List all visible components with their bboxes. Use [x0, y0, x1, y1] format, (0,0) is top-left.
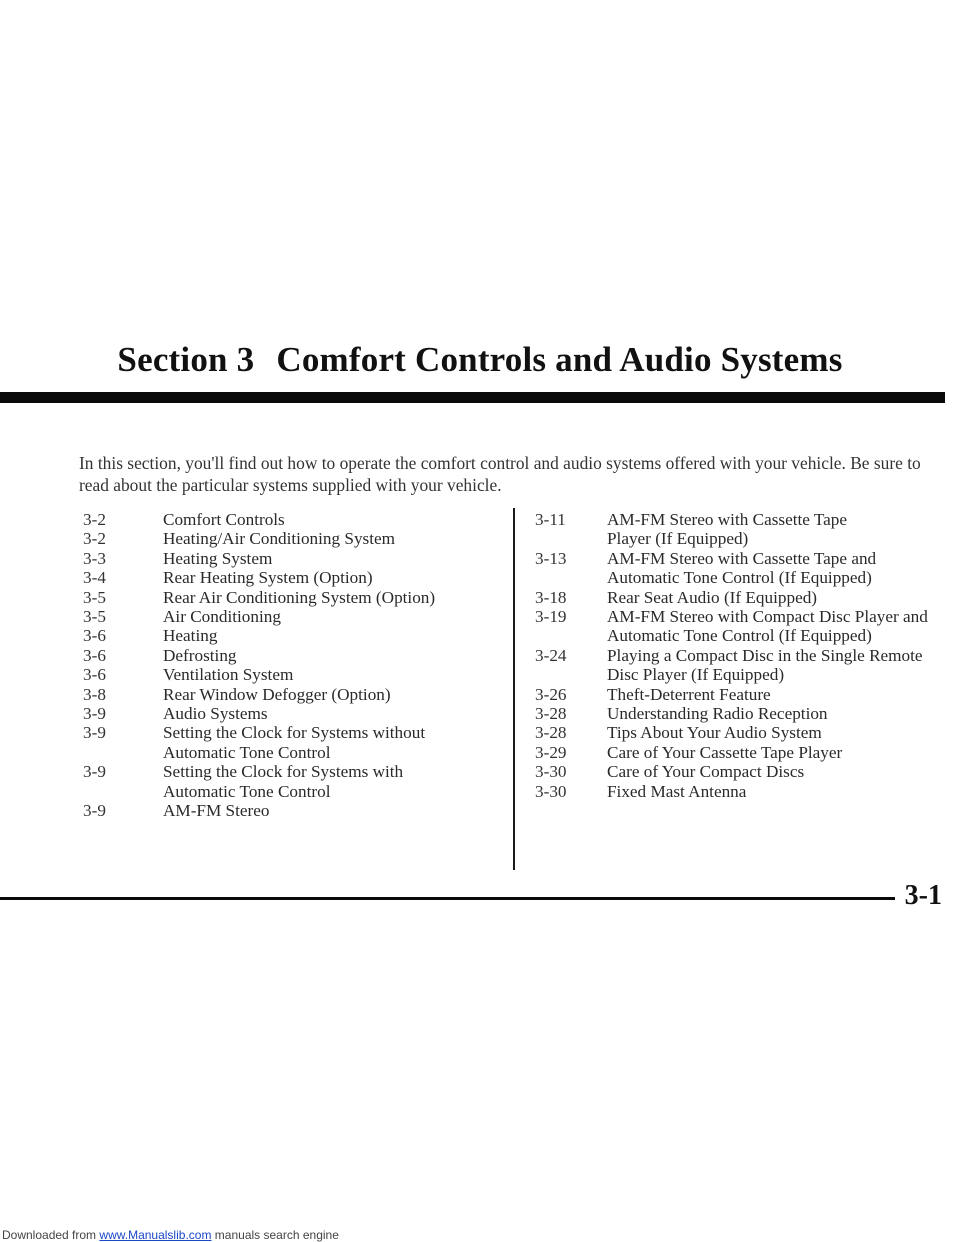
toc-entry-line: Tips About Your Audio System — [607, 723, 822, 743]
toc-page-number: 3-6 — [83, 645, 106, 665]
toc-entry-line: Automatic Tone Control (If Equipped) — [607, 568, 872, 588]
toc-entry-title — [163, 549, 483, 568]
toc-entry-line: Heating/Air Conditioning System — [163, 529, 396, 549]
toc-page-number: 3-4 — [83, 568, 106, 588]
toc-entry-line: AM-FM Stereo with Cassette Tape — [607, 510, 848, 529]
toc-entry-title — [163, 762, 483, 801]
toc-entry — [83, 626, 483, 645]
toc-page-number: 3-26 — [535, 684, 567, 704]
toc-page-number: 3-29 — [535, 742, 567, 762]
toc-entry-title — [163, 607, 483, 626]
toc-entry-line: Fixed Mast Antenna — [607, 781, 747, 801]
toc-entry — [83, 646, 483, 665]
toc-entry-title — [607, 549, 955, 588]
section-heading — [0, 340, 960, 380]
toc-entry-line: Theft-Deterrent Feature — [607, 684, 771, 704]
toc-entry-title — [163, 510, 483, 529]
toc-entry-line: Heating — [163, 626, 218, 646]
toc-entry-line: Rear Window Defogger (Option) — [163, 684, 391, 704]
toc-page-number: 3-8 — [83, 684, 106, 704]
toc-entry-line: Player (If Equipped) — [607, 529, 749, 549]
toc-entry-line: Ventilation System — [163, 665, 294, 685]
toc-page-number: 3-30 — [535, 781, 567, 801]
toc-entry — [83, 801, 483, 820]
toc-entry-line: Air Conditioning — [163, 607, 281, 627]
toc-entry-title — [163, 646, 483, 665]
toc-entry-title — [607, 723, 955, 742]
toc-entry-title — [607, 588, 955, 607]
toc-entry — [83, 529, 483, 548]
toc-page-number: 3-9 — [83, 801, 106, 821]
manualslib-link[interactable]: www.Manualslib.com — [99, 1228, 212, 1242]
toc-entry-title — [607, 762, 955, 781]
toc-entry — [535, 743, 955, 762]
toc-entry-title — [163, 588, 483, 607]
toc-page-number: 3-9 — [83, 723, 106, 743]
toc-entry-line: Comfort Controls — [163, 510, 285, 529]
toc-entry — [535, 782, 955, 801]
toc-entry — [83, 549, 483, 568]
toc-page-number: 3-9 — [83, 704, 106, 724]
toc-entry-title — [607, 646, 955, 685]
toc-entry-line: Automatic Tone Control — [163, 781, 331, 801]
toc-entry — [535, 685, 955, 704]
download-footer — [0, 1228, 960, 1242]
toc-entry-title — [607, 607, 955, 646]
toc-entry-line: Defrosting — [163, 645, 237, 665]
toc-entry-line: AM-FM Stereo with Cassette Tape and — [607, 548, 877, 568]
page-number: 3-1 — [904, 880, 942, 911]
toc-page-number: 3-3 — [83, 548, 106, 568]
toc-entry-title — [607, 704, 955, 723]
toc-page-number: 3-9 — [83, 762, 106, 782]
toc-entry-title — [163, 626, 483, 645]
toc-entry-line: Setting the Clock for Systems without — [163, 723, 426, 743]
toc-entry — [535, 607, 955, 646]
footer-left — [2, 1228, 339, 1242]
section-number: Section 3 — [117, 340, 255, 379]
footer-suffix: manuals search engine — [214, 1228, 339, 1242]
toc-entry-line: Understanding Radio Reception — [607, 704, 828, 724]
toc-entry-line: Care of Your Cassette Tape Player — [607, 742, 843, 762]
toc-entry-line: Disc Player (If Equipped) — [607, 665, 785, 685]
title-rule — [0, 392, 945, 403]
toc-entry-line: AM-FM Stereo with Compact Disc Player and — [607, 607, 928, 627]
toc-entry-line: Care of Your Compact Discs — [607, 762, 805, 782]
toc-page-number: 3-13 — [535, 548, 567, 568]
toc-entry-title — [163, 704, 483, 723]
toc-page-number: 3-28 — [535, 704, 567, 724]
toc-entry — [83, 723, 483, 762]
footer-rule — [0, 897, 895, 900]
toc-entry — [83, 685, 483, 704]
toc-page-number: 3-18 — [535, 587, 567, 607]
toc-entry — [83, 704, 483, 723]
toc-entry-line: Audio Systems — [163, 704, 268, 724]
toc-entry-title — [163, 568, 483, 587]
toc-entry-line: Rear Seat Audio (If Equipped) — [607, 587, 818, 607]
toc-entry — [83, 568, 483, 587]
toc-entry-line: Automatic Tone Control — [163, 742, 331, 762]
toc-entry — [535, 646, 955, 685]
footer-prefix: Downloaded from — [2, 1228, 97, 1242]
toc-entry-line: Playing a Compact Disc in the Single Remote — [607, 645, 923, 665]
toc-left-column — [83, 510, 483, 821]
toc-entry — [535, 588, 955, 607]
toc-page-number: 3-30 — [535, 762, 567, 782]
toc-entry-title — [163, 685, 483, 704]
toc-page-number: 3-5 — [83, 587, 106, 607]
toc-right-column — [535, 510, 955, 801]
toc-entry-title — [163, 529, 483, 548]
toc-page-number: 3-5 — [83, 607, 106, 627]
toc-entry-title — [607, 782, 955, 801]
toc-entry — [83, 665, 483, 684]
toc-page-number: 3-19 — [535, 607, 567, 627]
toc-entry-line: Rear Air Conditioning System (Option) — [163, 587, 436, 607]
toc-entry-line: Setting the Clock for Systems with — [163, 762, 404, 782]
toc-entry-title — [607, 510, 955, 549]
toc-page-number: 3-2 — [83, 510, 106, 529]
toc-entry — [535, 704, 955, 723]
toc-entry-title — [163, 665, 483, 684]
section-title: Comfort Controls and Audio Systems — [276, 340, 843, 379]
toc-entry-title — [163, 801, 483, 820]
toc-entry-title — [607, 743, 955, 762]
toc-entry — [83, 510, 483, 529]
toc-entry — [83, 762, 483, 801]
toc-entry — [535, 762, 955, 781]
toc-entry — [535, 723, 955, 742]
toc-entry-title — [607, 685, 955, 704]
toc-page-number: 3-11 — [535, 510, 566, 529]
toc-page-number: 3-2 — [83, 529, 106, 549]
toc-entry-line: AM-FM Stereo — [163, 801, 270, 821]
intro-paragraph: In this section, you'll find out how to operate the comfort control and audio systems offered with your vehicle. Be sure to read about the particular systems supplied with your vehicle. — [79, 453, 921, 495]
column-divider — [513, 508, 515, 870]
toc-page-number: 3-24 — [535, 645, 567, 665]
toc-page-number: 3-28 — [535, 723, 567, 743]
toc-entry — [83, 607, 483, 626]
toc-page-number: 3-6 — [83, 665, 106, 685]
toc-entry-title — [163, 723, 483, 762]
toc-entry — [535, 510, 955, 549]
toc-entry — [83, 588, 483, 607]
toc-page-number: 3-6 — [83, 626, 106, 646]
toc-entry — [535, 549, 955, 588]
toc-entry-line: Rear Heating System (Option) — [163, 568, 373, 588]
toc-entry-line: Automatic Tone Control (If Equipped) — [607, 626, 872, 646]
toc-entry-line: Heating System — [163, 548, 273, 568]
